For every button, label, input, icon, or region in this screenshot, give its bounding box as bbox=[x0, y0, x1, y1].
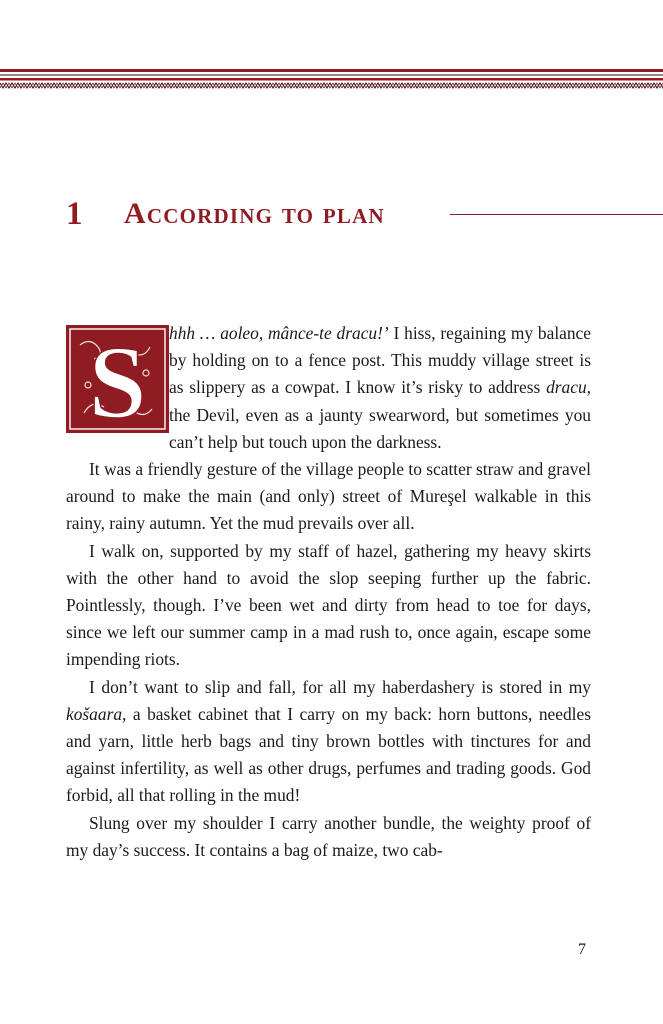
chapter-rule bbox=[450, 214, 663, 215]
chapter-title: According to plan bbox=[124, 197, 385, 230]
chapter-number: 1 bbox=[66, 196, 83, 232]
paragraph-5: Slung over my shoulder I carry another bundle, the weighty proof of my day’s success. It contains a bag of maize, two cab- bbox=[66, 812, 591, 860]
page-number: 7 bbox=[578, 941, 586, 958]
opening-exclamation: hhh … aoleo, mânce-te dracu!’ bbox=[169, 323, 389, 343]
paragraph-1-text-b: the Devil, even as a jaunty swearword, but sometimes you can’t help but touch upon the darkness. bbox=[169, 404, 591, 452]
paragraph-4-text-b: a basket cabinet that I carry on my back: horn buttons, needles and yarn, little herb bags and tiny brown bottles with tinctures for and against infertility, as well as other drugs, perfumes and trading goods. God forbid, all that rolling in the mud! bbox=[66, 703, 591, 806]
body-text bbox=[66, 320, 591, 864]
drop-cap bbox=[66, 325, 169, 433]
paragraph-2: It was a friendly gesture of the village people to scatter straw and gravel around to make the main (and only) street of Mureşel walkable in this rainy, rainy autumn. Yet the mud prevails over all. bbox=[66, 459, 591, 534]
paragraph-4 bbox=[66, 674, 591, 810]
paragraph-4-text-a: I don’t want to slip and fall, for all my haberdashery is stored in my bbox=[89, 676, 591, 697]
paragraph-1 bbox=[66, 320, 591, 456]
chapter-heading bbox=[66, 194, 663, 234]
paragraph-3: I walk on, supported by my staff of hazel, gathering my heavy skirts with the other hand to avoid the slop seeping further up the fabric. Pointlessly, though. I’ve been wet and dirty from head to toe for days, since we left our summer camp in a mad rush to, once again, escape some impending riots. bbox=[66, 540, 591, 670]
paragraph-1-italic-word: dracu, bbox=[546, 377, 591, 398]
paragraph-1-text-a: I hiss, regaining my balance by holding on to a fence post. This muddy village street is as slippery as a cowpat. I know it’s risky to address bbox=[169, 323, 591, 398]
drop-cap-ornament bbox=[66, 325, 169, 433]
decorative-top-border bbox=[0, 69, 663, 91]
paragraph-4-italic-word: košaara, bbox=[66, 703, 127, 724]
drop-cap-letter: S bbox=[88, 325, 147, 433]
